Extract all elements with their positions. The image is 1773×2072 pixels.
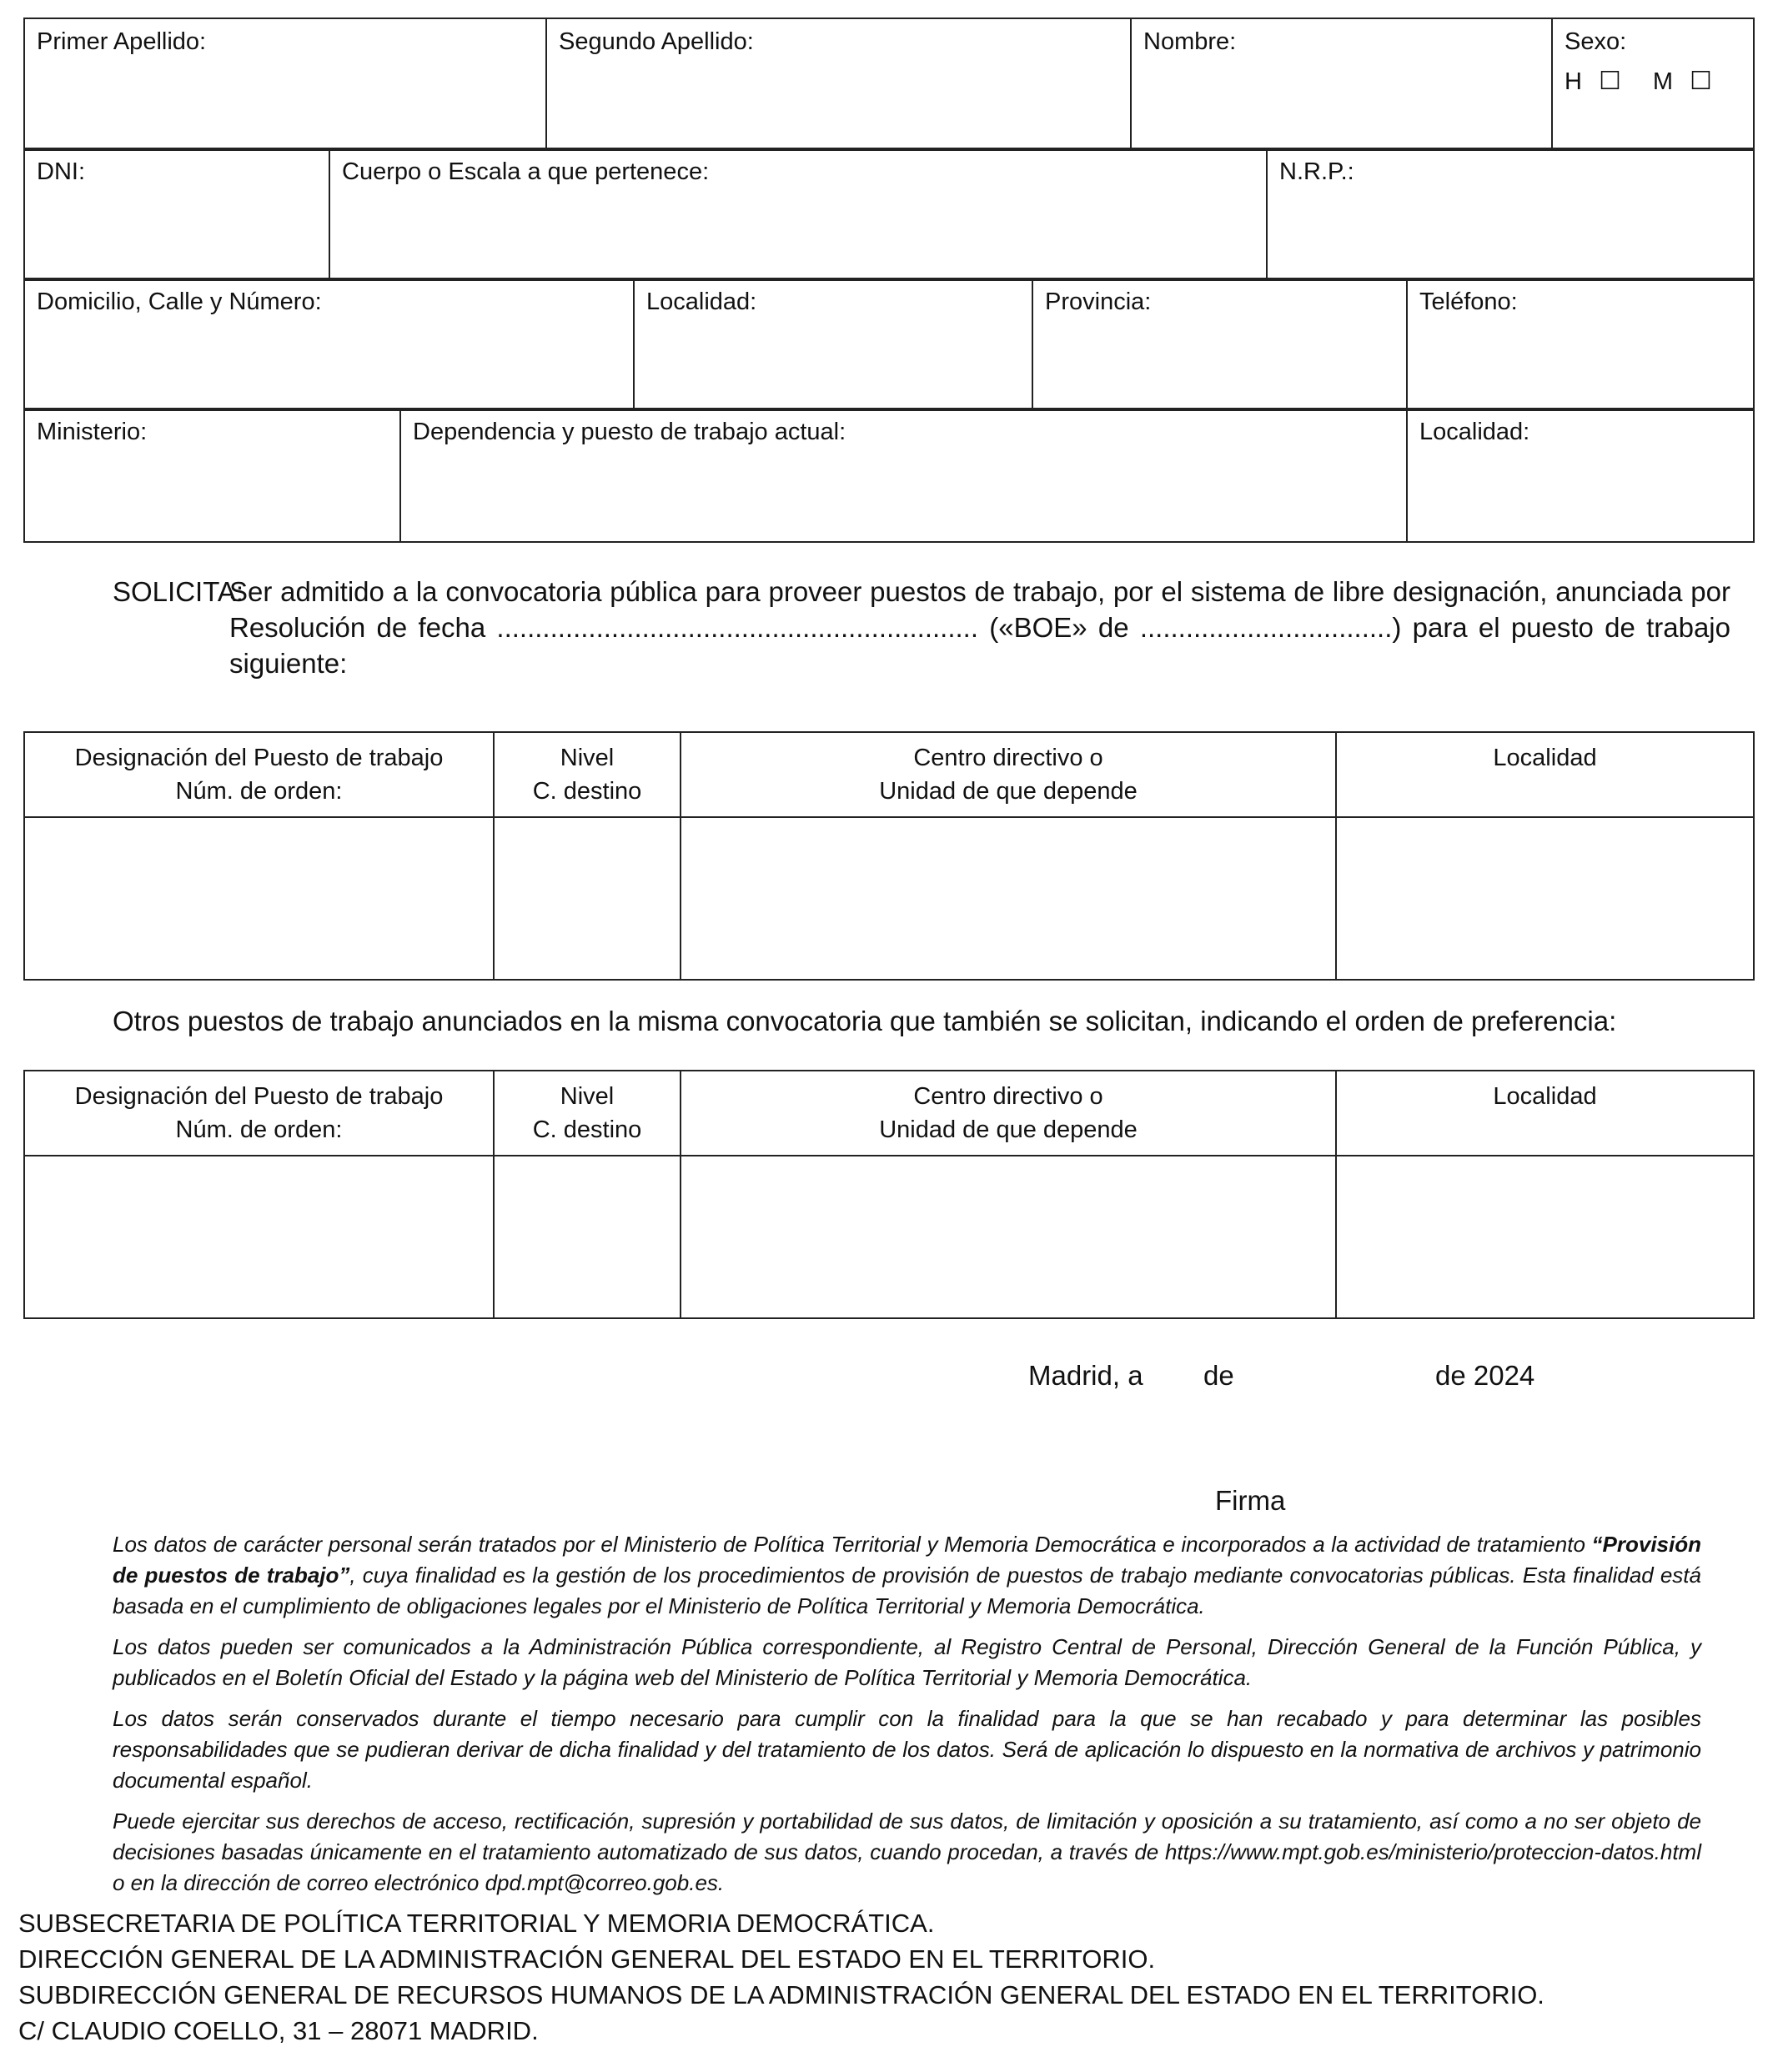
header-localidad-text: Localidad: [1493, 745, 1597, 771]
header-centro: [681, 732, 1336, 817]
date-madrid-label: Madrid, a: [1028, 1360, 1143, 1391]
legal-paragraph-4: Puede ejercitar sus derechos de acceso, rectificación, supresión y portabilidad de sus datos, de limitación y oposición a su tratamiento, así como a no ser objeto de decisiones basadas únicamente en el tratamiento automatizado de sus datos, cuando procedan, a través de https://www.mpt.gob.es/ministerio/proteccion-datos.html o en la dirección de correo electrónico dpd.mpt@correo.gob.es.: [113, 1809, 1701, 1895]
legal-p1-start: Los datos de carácter personal serán tratados por el Ministerio de Política Territorial y Memoria Democrática e incorporados a la actividad de tratamiento: [113, 1532, 1592, 1557]
header-nivel: [494, 732, 681, 817]
localidad-actual-label: Localidad:: [1419, 419, 1530, 445]
ministerio-label: Ministerio:: [37, 419, 148, 445]
telefono-label: Teléfono:: [1419, 288, 1518, 315]
legal-notice: [113, 1529, 1701, 1909]
personal-data-row-3: [23, 278, 1755, 411]
legal-paragraph-1: [113, 1529, 1701, 1622]
header-designacion-line2: Núm. de orden:: [175, 1116, 343, 1143]
header-centro-line1: Centro directivo o: [913, 745, 1103, 771]
footer-line-2: DIRECCIÓN GENERAL DE LA ADMINISTRACIÓN GENERAL DEL ESTADO EN EL TERRITORIO.: [18, 1944, 1156, 1974]
header-designacion-line1: Designación del Puesto de trabajo: [74, 745, 444, 771]
cuerpo-field[interactable]: [329, 148, 1267, 280]
cell-nivel[interactable]: [494, 817, 681, 980]
header-centro-line2: Unidad de que depende: [879, 778, 1138, 805]
footer-line-1: SUBSECRETARIA DE POLÍTICA TERRITORIAL Y MEMORIA DEMOCRÁTICA.: [18, 1909, 935, 1938]
header-centro-line2: Unidad de que depende: [879, 1116, 1138, 1143]
localidad-label: Localidad:: [646, 288, 757, 315]
sexo-m-checkbox-icon[interactable]: ☐: [1690, 67, 1712, 96]
otros-puestos-text: Otros puestos de trabajo anunciados en la misma convocatoria que también se solicitan, indicando el orden de preferencia:: [113, 1006, 1617, 1036]
provincia-label: Provincia:: [1045, 288, 1152, 315]
cell-localidad[interactable]: [1336, 1156, 1754, 1318]
footer-line-3: SUBDIRECCIÓN GENERAL DE RECURSOS HUMANOS DE LA ADMINISTRACIÓN GENERAL DEL ESTADO EN EL TERRITORIO.: [18, 1980, 1544, 2009]
header-designacion-line2: Núm. de orden:: [175, 778, 343, 805]
header-nivel-line1: Nivel: [560, 1083, 615, 1110]
sexo-field: [1552, 18, 1754, 150]
nrp-label: N.R.P.:: [1279, 158, 1354, 185]
dependencia-field[interactable]: [400, 409, 1407, 542]
job-table-primary: [23, 731, 1755, 981]
header-designacion-line1: Designación del Puesto de trabajo: [74, 1083, 444, 1110]
header-localidad-text: Localidad: [1493, 1083, 1597, 1110]
solicita-keyword: SOLICITA:: [113, 576, 244, 607]
localidad-actual-field[interactable]: [1407, 409, 1754, 542]
domicilio-label: Domicilio, Calle y Número:: [37, 288, 322, 315]
header-localidad: [1336, 732, 1754, 817]
solicita-paragraph: [113, 574, 1730, 681]
legal-paragraph-2: Los datos pueden ser comunicados a la Administración Pública correspondiente, al Registro Central de Personal, Dirección General de la Función Pública, y publicados en el Boletín Oficial del Estado y la página web del Ministerio de Política Territorial y Memoria Democrática.: [113, 1634, 1701, 1690]
date-de-label: de: [1203, 1360, 1234, 1391]
header-centro: [681, 1071, 1336, 1156]
cell-designacion[interactable]: [24, 817, 494, 980]
cell-designacion[interactable]: [24, 1156, 494, 1318]
sexo-m-label: M: [1652, 68, 1674, 95]
personal-data-row-1: [23, 18, 1755, 151]
header-nivel-line2: C. destino: [532, 778, 642, 805]
cell-centro[interactable]: [681, 817, 1336, 980]
segundo-apellido-field[interactable]: [546, 18, 1131, 150]
footer-line-4: C/ CLAUDIO COELLO, 31 – 28071 MADRID.: [18, 2016, 539, 2045]
sexo-h-label: H: [1565, 68, 1582, 95]
domicilio-field[interactable]: [24, 278, 634, 410]
solicita-text: Ser admitido a la convocatoria pública para proveer puestos de trabajo, por el sistema de libre designación, anunciada por Resolución de fecha ............................................................... («BOE» de .................................) para el puesto de trabajo siguiente:: [229, 576, 1730, 679]
cuerpo-label: Cuerpo o Escala a que pertenece:: [342, 158, 710, 185]
cell-localidad[interactable]: [1336, 817, 1754, 980]
header-localidad: [1336, 1071, 1754, 1156]
header-centro-line1: Centro directivo o: [913, 1083, 1103, 1110]
header-designacion: [24, 1071, 494, 1156]
firma-label: Firma: [1215, 1485, 1286, 1516]
cell-nivel[interactable]: [494, 1156, 681, 1318]
telefono-field[interactable]: [1407, 278, 1754, 410]
header-nivel-line1: Nivel: [560, 745, 615, 771]
ministerio-field[interactable]: [24, 409, 400, 542]
legal-paragraph-3: Los datos serán conservados durante el tiempo necesario para cumplir con la finalidad para la que se han recabado y para determinar las posibles responsabilidades que se pudieran derivar de dicha finalidad y del tratamiento de los datos. Será de aplicación lo dispuesto en la normativa de archivos y patrimonio documental español.: [113, 1706, 1701, 1793]
sexo-label: Sexo:: [1565, 28, 1627, 55]
personal-data-row-4: [23, 408, 1755, 543]
primer-apellido-label: Primer Apellido:: [37, 28, 207, 55]
dependencia-label: Dependencia y puesto de trabajo actual:: [413, 419, 846, 445]
dni-field[interactable]: [24, 148, 329, 280]
sexo-h-checkbox-icon[interactable]: ☐: [1598, 67, 1621, 96]
nombre-field[interactable]: [1131, 18, 1552, 150]
header-designacion: [24, 732, 494, 817]
nrp-field[interactable]: [1267, 148, 1754, 280]
segundo-apellido-label: Segundo Apellido:: [559, 28, 754, 55]
header-nivel: [494, 1071, 681, 1156]
localidad-field[interactable]: [634, 278, 1032, 410]
footer-address: [18, 1905, 1544, 2049]
primer-apellido-field[interactable]: [24, 18, 546, 150]
legal-p1-bold: “Provisión de puestos de trabajo”: [113, 1532, 1701, 1588]
dni-label: DNI:: [37, 158, 85, 185]
cell-centro[interactable]: [681, 1156, 1336, 1318]
provincia-field[interactable]: [1032, 278, 1407, 410]
personal-data-row-2: [23, 148, 1755, 281]
date-year-label: de 2024: [1435, 1360, 1535, 1391]
legal-p1-end: , cuya finalidad es la gestión de los procedimientos de provisión de puestos de trabajo mediante convocatorias públicas. Esta finalidad está basada en el cumplimiento de obligaciones legales por el Ministerio de Política Territorial y Memoria Democrática.: [113, 1563, 1701, 1618]
nombre-label: Nombre:: [1143, 28, 1237, 55]
job-table-secondary: [23, 1070, 1755, 1319]
header-nivel-line2: C. destino: [532, 1116, 642, 1143]
